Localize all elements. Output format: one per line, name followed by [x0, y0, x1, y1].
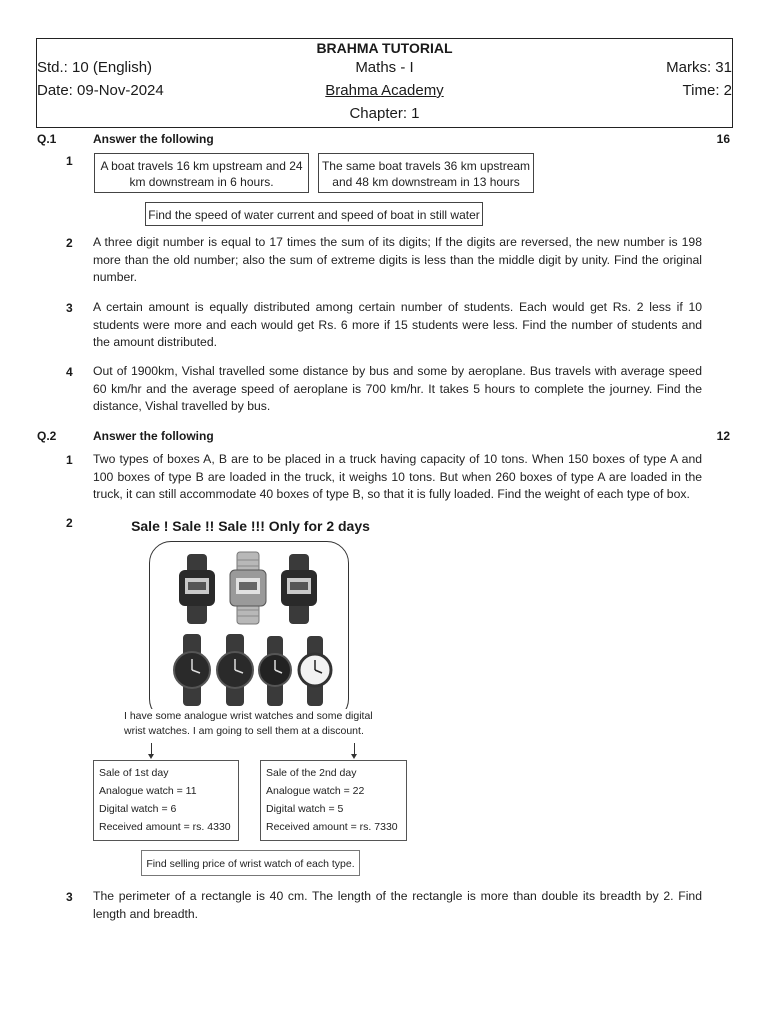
- q2-item-3-number: 3: [66, 890, 73, 904]
- day1-title: Sale of 1st day: [99, 767, 169, 779]
- q1-marks: 16: [716, 132, 730, 146]
- marks-label: Marks: 31: [666, 59, 732, 76]
- sale-day1-box: [93, 760, 239, 841]
- q1-number: Q.1: [37, 132, 57, 146]
- day1-amount: Received amount = rs. 4330: [99, 821, 231, 833]
- date-label: Date: 09-Nov-2024: [37, 82, 164, 99]
- day2-amount: Received amount = rs. 7330: [266, 821, 398, 833]
- watch-image-panel: [149, 541, 349, 721]
- sale-title: Sale ! Sale !! Sale !!! Only for 2 days: [131, 518, 370, 534]
- q2-number: Q.2: [37, 429, 57, 443]
- arrow-down-icon: [148, 754, 154, 759]
- q1-item-4-text: Out of 1900km, Vishal travelled some distance by bus and some by aeroplane. Bus travels with average speed 60 km/hr and the average speed of aeroplane is 700 km/hr. It takes 5 hours to complete the journey. Find the distance, Vishal travelled by bus.: [93, 364, 702, 414]
- analogue-watch-icon: [174, 634, 210, 706]
- header-row-3: [37, 103, 732, 125]
- paper-header: [36, 38, 733, 128]
- analogue-watch-white-dial-icon: [299, 636, 331, 706]
- day1-analogue: Analogue watch = 11: [99, 785, 197, 797]
- q2-item-3-text: The perimeter of a rectangle is 40 cm. The length of the rectangle is more than double its breadth by 2. Find length and breadth.: [93, 889, 702, 921]
- standard-label: Std.: 10 (English): [37, 59, 153, 76]
- time-label: Time: 2: [682, 82, 732, 99]
- q1-item-3-text: A certain amount is equally distributed among certain number of students. Each would get Rs. 2 less if 10 students were more and each would get Rs. 6 more if 15 students were less. Find the number of students and the amount distributed.: [93, 300, 702, 350]
- digital-watch-dark-icon: [281, 554, 317, 624]
- find-price-box: Find selling price of wrist watch of each type.: [141, 850, 360, 876]
- watch-sale-figure: [119, 515, 382, 743]
- q2-item-2-number: 2: [66, 516, 73, 530]
- header-row-1: [37, 57, 732, 79]
- q1-title: Answer the following: [93, 132, 214, 146]
- analogue-watch-icon: [217, 634, 253, 706]
- q1-item-2-text: A three digit number is equal to 17 times the sum of its digits; If the digits are reversed, the new number is 198 more than the old number; also the sum of extreme digits is less than the middle digit by unity. Find the original number.: [93, 235, 702, 285]
- digital-watch-icon: [179, 554, 215, 624]
- subject-label: Maths - I: [355, 59, 414, 76]
- q1-item-4-number: 4: [66, 365, 73, 379]
- sale-caption: I have some analogue wrist watches and some digital wrist watches. I am going to sell them at a discount.: [124, 709, 384, 739]
- sale-day2-box: [260, 760, 407, 841]
- q2-marks: 12: [716, 429, 730, 443]
- day2-analogue: Analogue watch = 22: [266, 785, 365, 797]
- academy-label: Brahma Academy: [325, 82, 444, 99]
- institute-title: BRAHMA TUTORIAL: [316, 40, 453, 56]
- header-row-2: [37, 80, 732, 102]
- day2-digital: Digital watch = 5: [266, 803, 344, 815]
- q2-title: Answer the following: [93, 429, 214, 443]
- day2-title: Sale of the 2nd day: [266, 767, 357, 779]
- q2-item-1-text: Two types of boxes A, B are to be placed in a truck having capacity of 10 tons. When 150 boxes of type A and 100 boxes of type B are loaded in the truck, it weighs 10 tons. But when 260 boxes of type A are loaded in the truck, it can still accommodate 40 boxes of type B, so that it is fully loaded. Find the weight of each type of box.: [93, 452, 702, 502]
- q1-item-3-number: 3: [66, 301, 73, 315]
- day1-digital: Digital watch = 6: [99, 803, 177, 815]
- q1-item-2-number: 2: [66, 236, 73, 250]
- chapter-label: Chapter: 1: [349, 105, 420, 122]
- watches-illustration: [150, 542, 350, 722]
- q2-item-1-number: 1: [66, 453, 73, 467]
- analogue-watch-icon: [259, 636, 291, 706]
- q1-heading: [37, 132, 730, 150]
- arrow-down-icon: [351, 754, 357, 759]
- q1-item-1-box-bottom: Find the speed of water current and speed of boat in still water: [145, 202, 483, 226]
- q1-item-1-number: 1: [66, 154, 73, 168]
- q1-item-1-box-right: The same boat travels 36 km upstream and 48 km downstream in 13 hours: [318, 153, 534, 193]
- q2-heading: [37, 429, 730, 447]
- digital-watch-steel-icon: [230, 552, 266, 624]
- q1-item-1-box-left: A boat travels 16 km upstream and 24 km downstream in 6 hours.: [94, 153, 309, 193]
